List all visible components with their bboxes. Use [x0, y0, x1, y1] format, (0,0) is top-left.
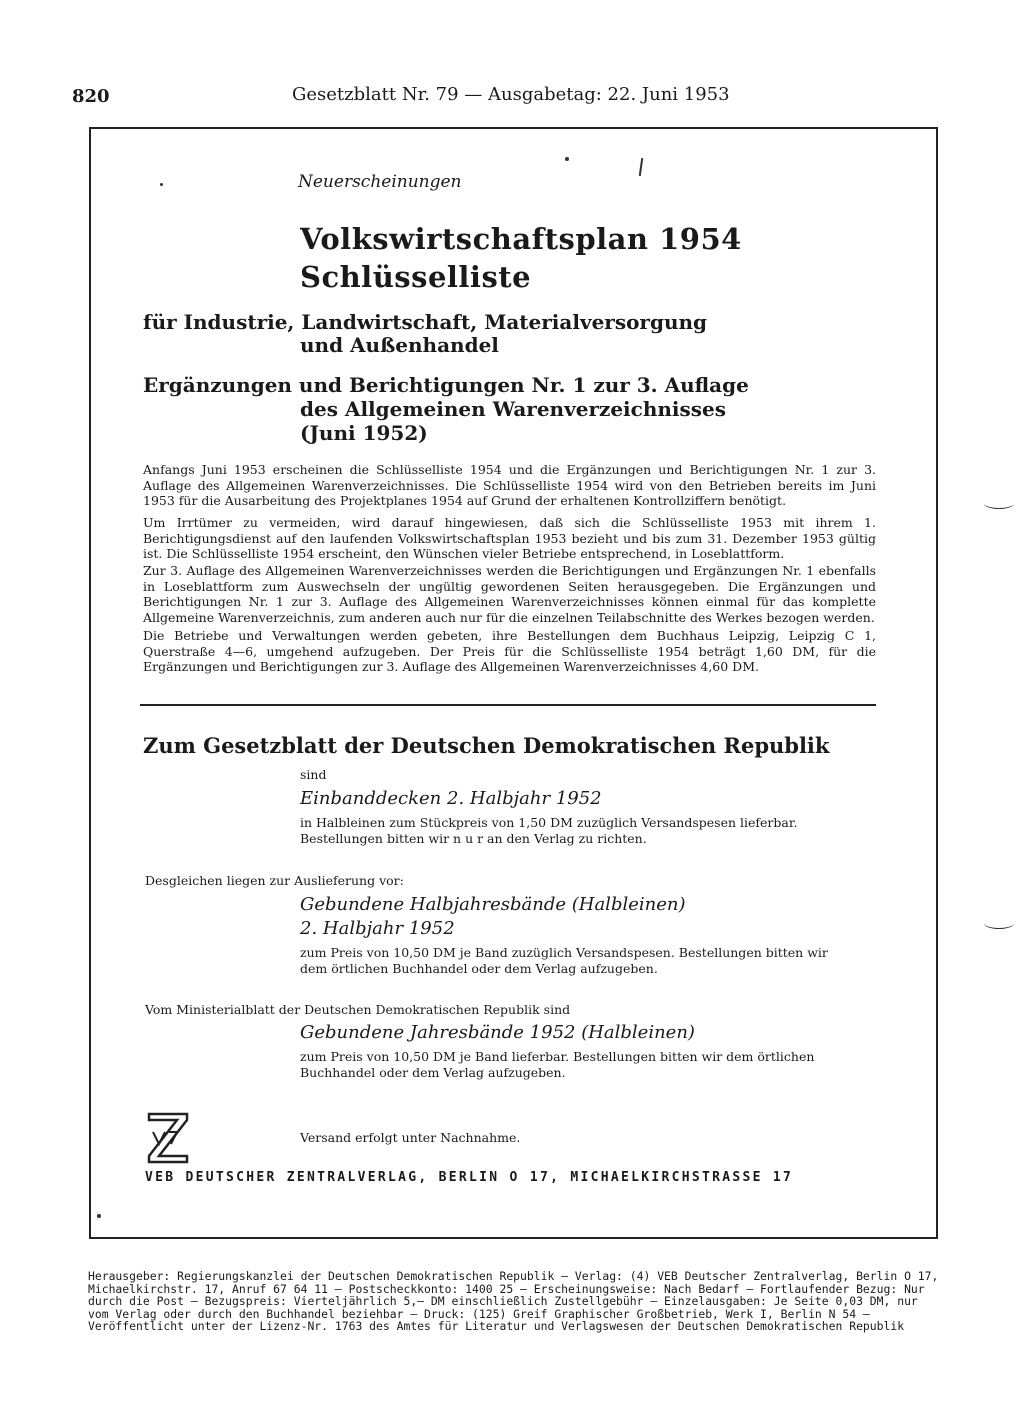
item-text: Bestellungen bitten wir n u r an den Verlag zu richten.	[300, 831, 647, 846]
gesetzblatt-heading: Zum Gesetzblatt der Deutschen Demokratischen Republik	[143, 733, 830, 758]
notice-paragraph: Die Betriebe und Verwaltungen werden gebeten, ihre Bestellungen dem Buchhaus Leipzig, Leipzig C 1, Querstraße 4—6, umgehend aufzugeben. Der Preis für die Schlüsselliste 1954 beträgt 1,60 DM, für die Ergänzungen und Berichtigungen zur 3. Auflage des Allgemeinen Warenverzeichnisses 4,60 DM.	[143, 628, 876, 674]
publisher-logo	[145, 1110, 191, 1166]
supplement-title-line3: (Juni 1952)	[300, 421, 428, 445]
item-title: Einbanddecken 2. Halbjahr 1952	[300, 788, 602, 809]
item-text: Buchhandel oder dem Verlag aufzugeben.	[300, 1065, 566, 1080]
print-speck	[97, 1214, 101, 1218]
imprint-line: Veröffentlicht unter der Lizenz-Nr. 1763 des Amtes für Literatur und Verlagswesen der Deutschen Demokratischen Republik	[88, 1319, 905, 1333]
margin-mark	[984, 918, 1014, 929]
item-text: zum Preis von 10,50 DM je Band zuzüglich Versandspesen. Bestellungen bitten wir	[300, 945, 828, 960]
notice-subtitle: für Industrie, Landwirtschaft, Materialversorgung	[143, 310, 708, 334]
shipping-note: Versand erfolgt unter Nachnahme.	[300, 1130, 521, 1145]
item-title-line2: 2. Halbjahr 1952	[300, 918, 455, 939]
section-divider	[140, 704, 876, 706]
intro-text: Vom Ministerialblatt der Deutschen Demokratischen Republik sind	[145, 1002, 571, 1017]
notice-paragraph: Anfangs Juni 1953 erscheinen die Schlüsselliste 1954 und die Ergänzungen und Berichtigungen Nr. 1 zur 3. Auflage des Allgemeinen Warenverzeichnisses. Die Schlüsselliste 1954 wird von den Betrieben bereits im Juni 1953 für die Ausarbeitung des Projektplanes 1954 auf Grund der erhaltenen Kontrollziffern benötigt.	[143, 462, 876, 508]
print-speck	[160, 183, 163, 186]
item-text: dem örtlichen Buchhandel oder dem Verlag aufzugeben.	[300, 961, 658, 976]
imprint	[88, 1270, 938, 1333]
imprint-line: Herausgeber: Regierungskanzlei der Deutschen Demokratischen Republik — Verlag: (4) VEB Deutscher Zentralverlag, Berlin O 17,	[88, 1269, 939, 1283]
publisher-address: VEB DEUTSCHER ZENTRALVERLAG, BERLIN O 17, MICHAELKIRCHSTRASSE 17	[145, 1170, 794, 1185]
imprint-line: Michaelkirchstr. 17, Anruf 67 64 11 — Postscheckkonto: 1400 25 — Erscheinungsweise: Nach Bedarf — Fortlaufender Bezug: Nur	[88, 1281, 925, 1296]
notice-title: Volkswirtschaftsplan 1954	[300, 222, 742, 256]
imprint-line: durch die Post — Bezugspreis: Vierteljährlich 5,— DM einschließlich Zustellgebühr — Einzelausgaben: Je Seite 0,03 DM, nur	[88, 1294, 918, 1308]
margin-mark	[984, 498, 1014, 509]
page-number: 820	[72, 86, 110, 107]
notice-paragraph: Um Irrtümer zu vermeiden, wird darauf hingewiesen, daß sich die Schlüsselliste 1953 mit ihrem 1. Berichtigungsdienst auf den laufenden Volkswirtschaftsplan 1953 bezieht und bis zum 31. Dezember 1953 gültig ist. Die Schlüsselliste 1954 erscheint, den Wünschen vieler Betriebe entsprechend, in Loseblattform.	[143, 515, 876, 561]
item-text: in Halbleinen zum Stückpreis von 1,50 DM zuzüglich Versandspesen lieferbar.	[300, 815, 798, 830]
imprint-line: vom Verlag oder durch den Buchhandel beziehbar — Druck: (125) Greif Graphischer Großbetrieb, Werk I, Berlin N 54 —	[88, 1306, 870, 1321]
item-title: Gebundene Jahresbände 1952 (Halbleinen)	[300, 1022, 695, 1043]
notice-subtitle-line2: und Außenhandel	[300, 333, 499, 357]
print-speck	[565, 157, 569, 161]
item-title: Gebundene Halbjahresbände (Halbleinen)	[300, 894, 686, 915]
section-label: Neuerscheinungen	[298, 172, 462, 192]
notice-paragraph: Zur 3. Auflage des Allgemeinen Warenverzeichnisses werden die Berichtigungen und Ergänzungen Nr. 1 ebenfalls in Loseblattform zum Auswechseln der ungültig gewordenen Seiten herausgegeben. Die Ergänzungen und Berichtigungen Nr. 1 zur 3. Auflage des Allgemeinen Warenverzeichnisses können einmal für das komplette Allgemeine Warenverzeichnis, zum anderen auch nur für die einzelnen Teilabschnitte des Werkes bezogen werden.	[143, 563, 876, 625]
notice-title-line2: Schlüsselliste	[300, 260, 532, 294]
item-text: zum Preis von 10,50 DM je Band lieferbar. Bestellungen bitten wir dem örtlichen	[300, 1049, 815, 1064]
page-header-title: Gesetzblatt Nr. 79 — Ausgabetag: 22. Juni 1953	[292, 84, 730, 105]
intro-text: Desgleichen liegen zur Auslieferung vor:	[145, 873, 404, 888]
sind-label: sind	[300, 767, 327, 782]
supplement-title-line2: des Allgemeinen Warenverzeichnisses	[300, 397, 727, 421]
supplement-title: Ergänzungen und Berichtigungen Nr. 1 zur 3. Auflage	[143, 373, 749, 397]
